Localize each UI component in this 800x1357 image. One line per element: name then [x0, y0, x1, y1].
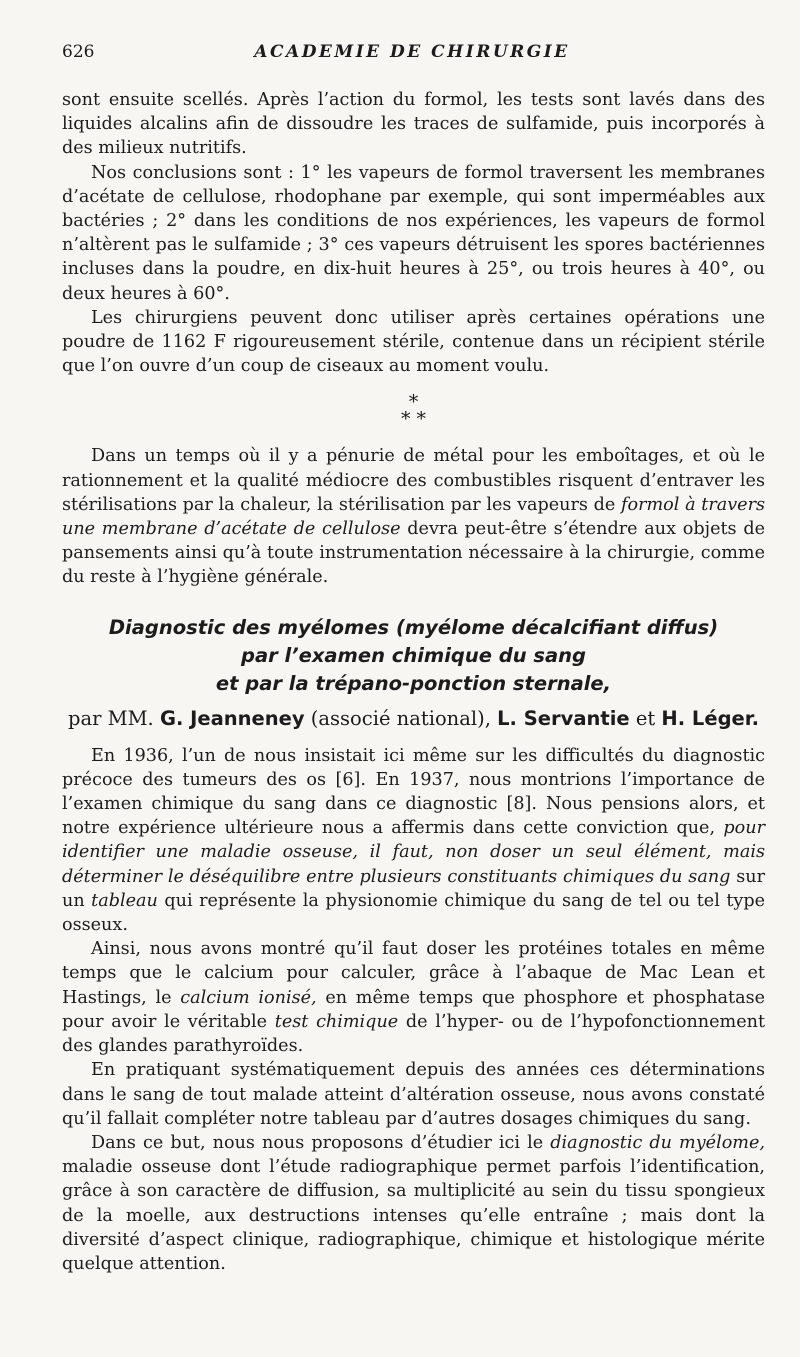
paragraph-proteins: Ainsi, nous avons montré qu’il faut doser les protéines totales en même temps que le calcium pour calculer, grâce à l’abaque de Mac Lean et Hastings, le calcium ionisé, en même temps que phosphore et phosphatase pour avoir le véritable test chimique de l’hyper- ou de l’hypofonctionnement des glandes parathyroïdes. — [62, 939, 766, 1057]
author-leger: H. Léger. — [661, 706, 760, 730]
title-line-3: et par la trépano-ponction sternale, — [215, 671, 612, 695]
running-title: ACADEMIE DE CHIRURGIE — [254, 42, 570, 62]
paragraph-history: En 1936, l’un de nous insistait ici même sur les difficultés du diagnostic précoce des tumeurs des os [6]. En 1937, nous montrions l’importance de l’examen chimique du sang dans ce diagnostic [8]. Nous pensions alors, et notre expérience ultérieure nous a affermis dans cette conviction que, pour identifier une maladie osseuse, il faut, non doser un seul élément, mais déterminer le déséquilibre entre plusieurs constituants chimiques du sang sur un tableau qui représente la physionomie chimique du sang de tel ou tel type osseux. — [62, 745, 766, 936]
asterism-separator — [62, 391, 765, 431]
author-byline: par MM. G. Jeanneney (associé national), L. Servantie et H. Léger. — [67, 706, 760, 730]
body-text — [62, 88, 765, 1276]
title-line-1: Diagnostic des myélomes (myélome décalcifiant diffus) — [108, 615, 719, 639]
title-line-2: par l’examen chimique du sang — [240, 643, 586, 667]
author-servantie: L. Servantie — [497, 706, 630, 730]
article-title — [62, 614, 765, 698]
page-number: 626 — [62, 42, 95, 62]
author-jeanneney: G. Jeanneney — [159, 706, 305, 730]
page-header — [62, 42, 762, 70]
paragraph-metal-shortage: Dans un temps où il y a pénurie de métal pour les emboîtages, et où le rationnement et la qualité médiocre des combustibles risquent d’entraver les stérilisations par la chaleur, la stérilisation par les vapeurs de formol à travers une membrane d’acétate de cellulose devra peut-être s’étendre aux objets de pansements ainsi qu’à toute instrumentation nécessaire à la chirurgie, comme du reste à l’hygiène générale. — [62, 446, 766, 588]
paragraph-conclusions: Nos conclusions sont : 1° les vapeurs de formol traversent les membranes d’acétate de cellulose, rhodophane par exemple, qui sont imperméables aux bactéries ; 2° dans les conditions de nos expériences, les vapeurs de formol n’altèrent pas le sulfamide ; 3° ces vapeurs détruisent les spores bactériennes incluses dans la poudre, en dix-huit heures à 25°, ou trois heures à 40°, ou deux heures à 60°. — [62, 162, 765, 304]
asterism-bottom: * * — [400, 408, 427, 431]
paragraph-systematic: En pratiquant systématiquement depuis des années ces déterminations dans le sang de tout malade atteint d’altération osseuse, nous avons constaté qu’il fallait compléter notre tableau par d’autres dosages chimiques du sang. — [62, 1060, 765, 1129]
paragraph-continued: sont ensuite scellés. Après l’action du formol, les tests sont lavés dans des liquides alcalins afin de dissoudre les traces de sulfamide, puis incorporés à des milieux nutritifs. — [62, 90, 765, 159]
asterism-top: * — [408, 391, 419, 414]
paragraph-surgeons: Les chirurgiens peuvent donc utiliser après certaines opérations une poudre de 1162 F rigoureusement stérile, contenue dans un récipient stérile que l’on ouvre d’un coup de ciseaux au moment voulu. — [62, 307, 765, 377]
paragraph-myeloma: Dans ce but, nous nous proposons d’étudier ici le diagnostic du myélome, maladie osseuse dont l’étude radiographique permet parfois l’identification, grâce à son caractère de diffusion, sa multiplicité au sein du tissu spongieux de la moelle, aux destructions intenses qu’elle entraîne ; mais dont la diversité d’aspect clinique, radiographique, chimique et histologique mérite quelque attention. — [62, 1132, 765, 1274]
